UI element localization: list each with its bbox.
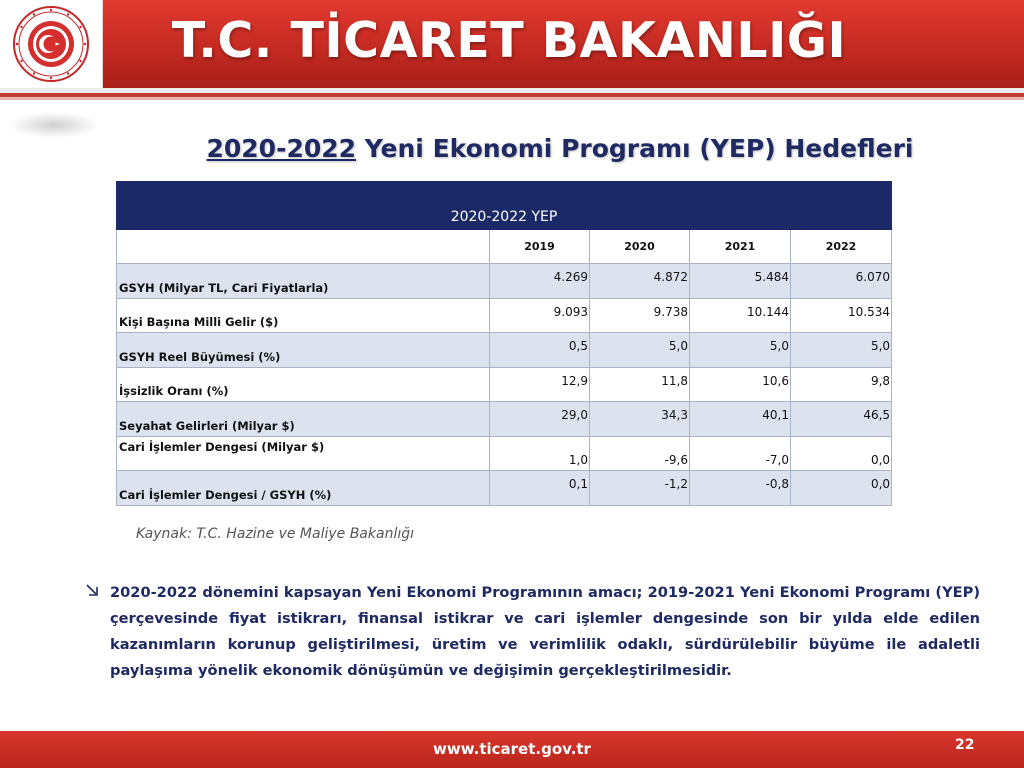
table-cell: 46,5 [791, 402, 892, 437]
page-title: T.C. TİCARET BAKANLIĞI [171, 12, 847, 69]
logo [0, 0, 103, 88]
table-caption: 2020-2022 YEP [117, 182, 892, 230]
footer-link[interactable]: www.ticaret.gov.tr [433, 740, 591, 758]
table-cell: 29,0 [490, 402, 590, 437]
table-row [117, 471, 892, 506]
arrow-down-right-icon [84, 582, 100, 598]
table-row [117, 264, 892, 299]
table-cell: 5.484 [690, 264, 791, 299]
table-cell: 5,0 [590, 333, 690, 368]
table-cell: 10.144 [690, 298, 791, 333]
table-cell: 9.093 [490, 298, 590, 333]
bullet-paragraph: 2020-2022 dönemini kapsayan Yeni Ekonomi Programının amacı; 2019-2021 Yeni Ekonomi Programı (YEP) çerçevesinde fiyat istikrarı, finansal istikrar ve cari işlemler dengesinde son bir yılda elde edilen kazanımların korunup geliştirilmesi, üretim ve verimlilik odaklı, sürdürülebilir büyüme ile adaletli paylaşıma yönelik ekonomik dönüşümün ve değişimin gerçekleştirilmesidir. [110, 584, 980, 679]
column-header: 2019 [490, 230, 590, 264]
column-header: 2022 [791, 230, 892, 264]
table-cell: -9,6 [590, 436, 690, 471]
table-cell: 0,0 [791, 471, 892, 506]
row-label: İşsizlik Oranı (%) [117, 367, 490, 402]
table-cell: 10,6 [690, 367, 791, 402]
table-header-row [117, 230, 892, 264]
decorative-shadow [8, 112, 100, 138]
table-row [117, 436, 892, 471]
table-cell: 11,8 [590, 367, 690, 402]
row-label: Seyahat Gelirleri (Milyar $) [117, 402, 490, 437]
row-label: Kişi Başına Milli Gelir ($) [117, 298, 490, 333]
table-cell: -0,8 [690, 471, 791, 506]
row-label: Cari İşlemler Dengesi (Milyar $) [117, 436, 490, 471]
row-label: GSYH Reel Büyümesi (%) [117, 333, 490, 368]
table-row [117, 402, 892, 437]
table-cell: 9.738 [590, 298, 690, 333]
page-number: 22 [955, 737, 975, 753]
table-row [117, 333, 892, 368]
table-cell: 40,1 [690, 402, 791, 437]
table-cell: 6.070 [791, 264, 892, 299]
table-cell: 10.534 [791, 298, 892, 333]
row-label: GSYH (Milyar TL, Cari Fiyatlarla) [117, 264, 490, 299]
table-cell: 0,0 [791, 436, 892, 471]
table-cell: 0,1 [490, 471, 590, 506]
header-divider [0, 97, 1024, 100]
table-row [117, 298, 892, 333]
table-cell: -1,2 [590, 471, 690, 506]
table-header-empty [117, 230, 490, 264]
table-cell: 1,0 [490, 436, 590, 471]
row-label: Cari İşlemler Dengesi / GSYH (%) [117, 471, 490, 506]
table-cell: 0,5 [490, 333, 590, 368]
table-cell: -7,0 [690, 436, 791, 471]
table-cell: 4.269 [490, 264, 590, 299]
table-cell: 5,0 [690, 333, 791, 368]
column-header: 2021 [690, 230, 791, 264]
table-cell: 5,0 [791, 333, 892, 368]
subtitle-years: 2020-2022 [206, 134, 357, 163]
table-row [117, 367, 892, 402]
table-cell: 34,3 [590, 402, 690, 437]
source-note: Kaynak: T.C. Hazine ve Maliye Bakanlığı [136, 526, 415, 542]
column-header: 2020 [590, 230, 690, 264]
ministry-seal-icon [8, 4, 94, 84]
slide-subtitle [160, 134, 960, 163]
table-cell: 9,8 [791, 367, 892, 402]
yep-table [116, 181, 892, 506]
table-cell: 12,9 [490, 367, 590, 402]
table-caption-row [117, 182, 892, 230]
table-cell: 4.872 [590, 264, 690, 299]
subtitle-rest: Yeni Ekonomi Programı (YEP) Hedefleri [356, 134, 914, 163]
